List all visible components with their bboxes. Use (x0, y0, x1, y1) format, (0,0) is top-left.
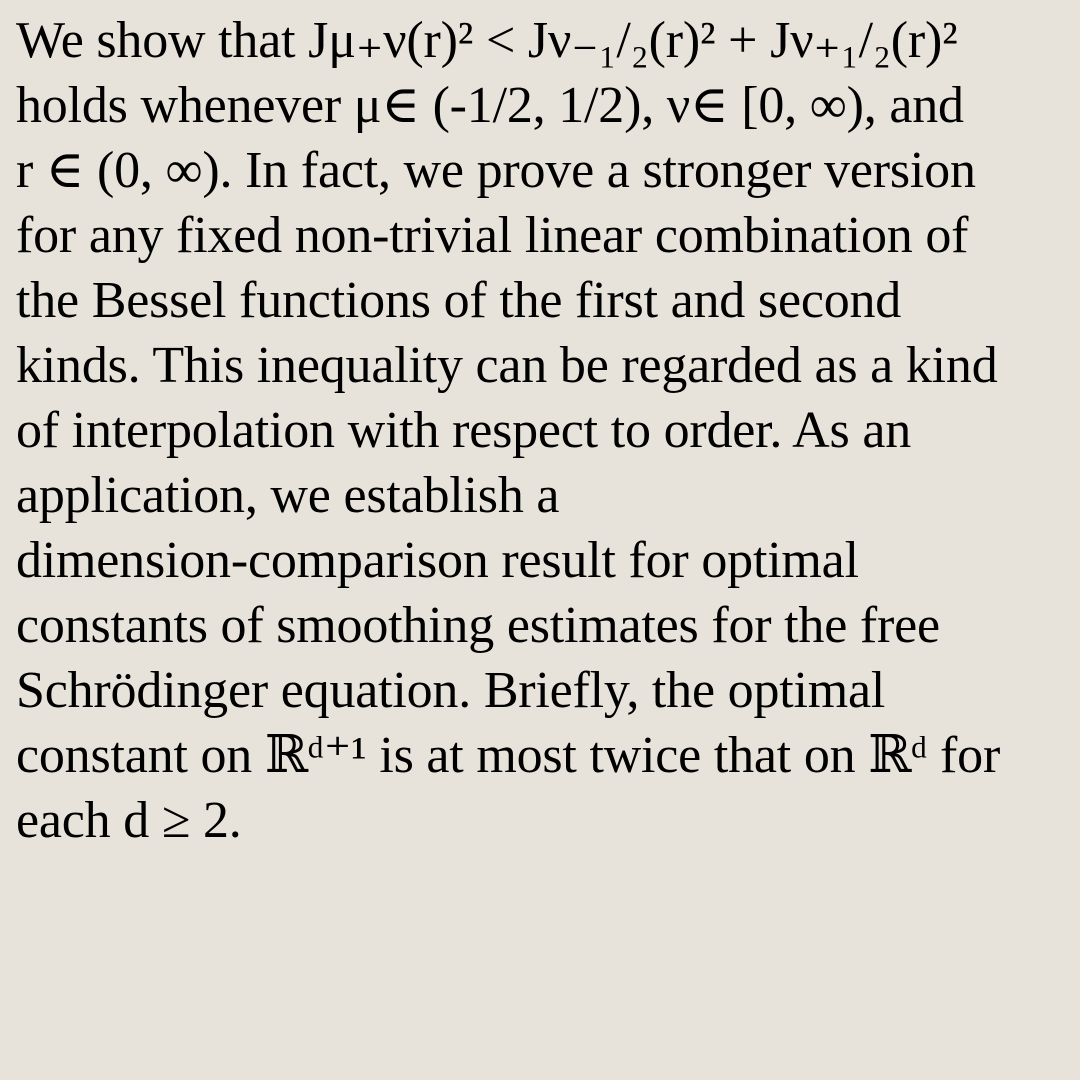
abstract-line: application, we establish a (16, 467, 560, 524)
abstract-line: dimension-comparison result for optimal (16, 532, 859, 589)
abstract-line: Schrödinger equation. Briefly, the optimal (16, 662, 886, 719)
abstract-line: of interpolation with respect to order. As an (16, 402, 912, 459)
abstract-line: constants of smoothing estimates for the free (16, 597, 940, 654)
abstract-line: r ∈ (0, ∞). In fact, we prove a stronger version (16, 142, 976, 199)
abstract-line: for any fixed non-trivial linear combination of (16, 207, 969, 264)
abstract-line: We show that Jμ₊ν(r)² < Jν₋₁/₂(r)² + Jν₊₁/₂(r)² (16, 12, 958, 69)
abstract-text (16, 8, 1072, 853)
abstract-line: constant on ℝᵈ⁺¹ is at most twice that on ℝᵈ for (16, 727, 1001, 784)
abstract-line: kinds. This inequality can be regarded as a kind (16, 337, 998, 394)
abstract-line: the Bessel functions of the first and second (16, 272, 902, 329)
abstract-line: each d ≥ 2. (16, 792, 242, 849)
abstract-line: holds whenever μ∈ (-1/2, 1/2), ν∈ [0, ∞), and (16, 77, 964, 134)
